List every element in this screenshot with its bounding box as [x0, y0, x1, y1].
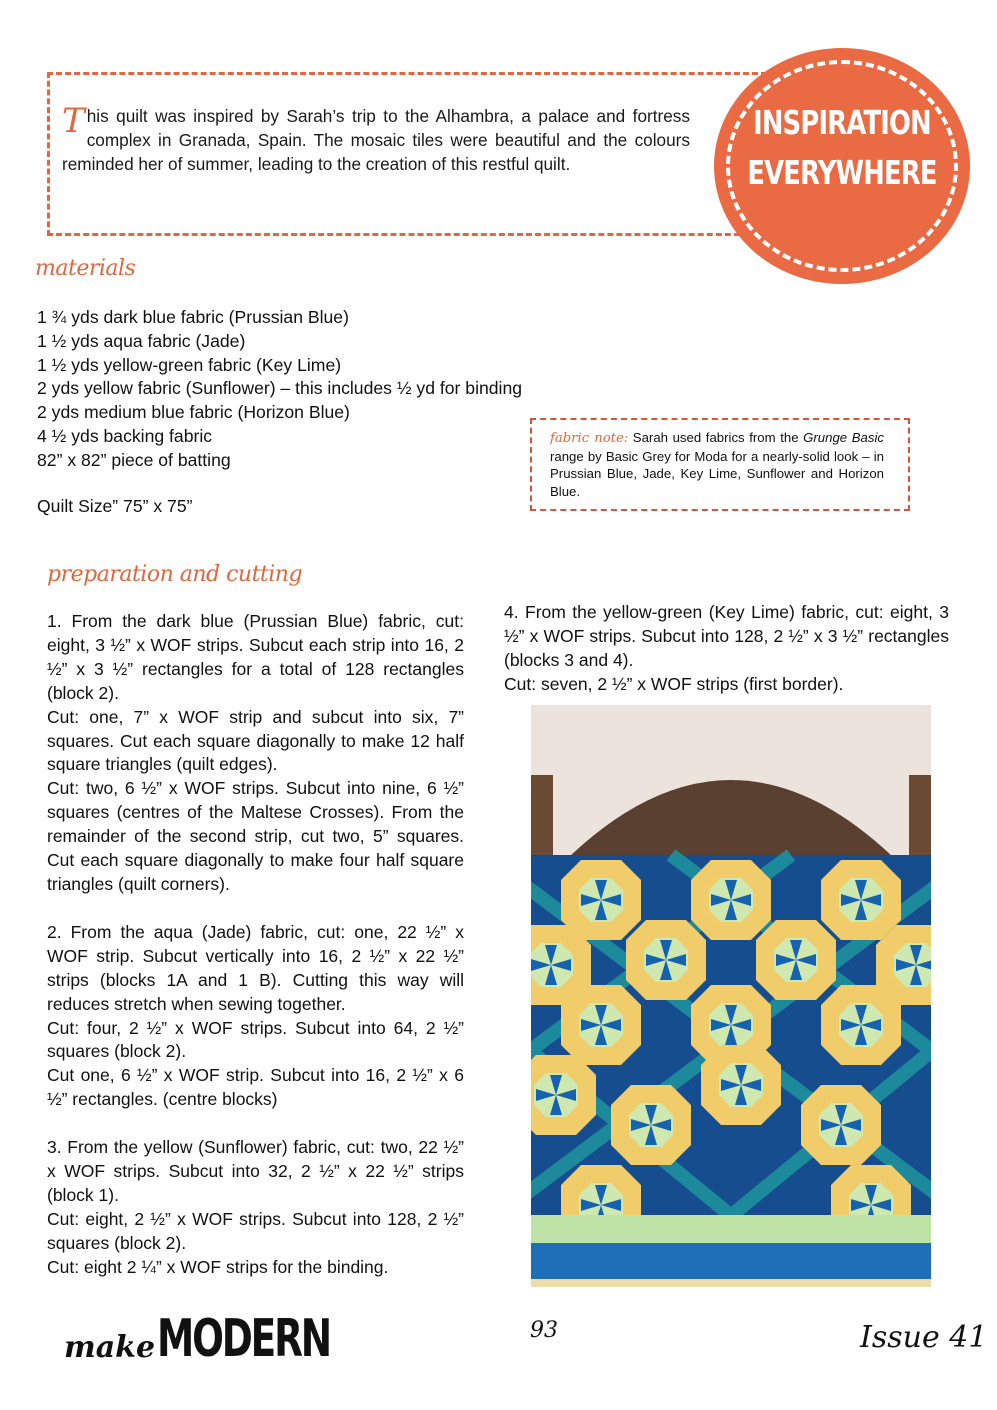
fabric-note-label: fabric note:	[550, 431, 629, 446]
quilt-photo	[531, 705, 931, 1287]
cutting-column-left	[47, 610, 464, 1304]
badge-line-2: EVERYWHERE	[747, 153, 937, 192]
material-item: 1 ¾ yds dark blue fabric (Prussian Blue)	[37, 307, 349, 327]
fabric-range-name: Grunge Basic	[803, 430, 884, 445]
outer-border	[531, 1243, 931, 1279]
cutting-step-4: 4. From the yellow-green (Key Lime) fabric, cut: eight, 3 ½” x WOF strips. Subcut into 128, 2 ½” x 3 ½” rectangles (blocks 3 and 4). Cut: seven, 2 ½” x WOF strips (first border).	[504, 602, 949, 694]
cutting-column-right	[504, 601, 949, 721]
badge-title	[742, 98, 942, 198]
materials-heading: materials	[35, 256, 136, 281]
logo-script: make	[64, 1330, 156, 1365]
fabric-note	[550, 429, 884, 500]
inspiration-badge	[714, 48, 970, 284]
logo-block: MODERN	[157, 1309, 331, 1369]
page-number: 93	[530, 1318, 558, 1343]
material-item: 1 ½ yds aqua fabric (Jade)	[37, 330, 246, 351]
cutting-step-1: 1. From the dark blue (Prussian Blue) fabric, cut: eight, 3 ½” x WOF strips. Subcut each strip into 16, 2 ½” x 3 ½” rectangles for a total of 128 rectangles (block 2). Cut: one, 7” x WOF strip and subcut into six, 7” squares. Cut each square diagonally to make 12 half square triangles (quilt edges). Cut: two, 6 ½” x WOF strips. Subcut into nine, 6 ½” squares (centres of the Maltese Crosses). From the remainder of the second strip, cut two, 5” squares. Cut each square diagonally to make four half square triangles (quilt corners).	[47, 611, 464, 894]
cutting-step-2: 2. From the aqua (Jade) fabric, cut: one, 22 ½” x WOF strip. Subcut vertically into 16, 2 ½” x 22 ½” strips (blocks 1A and 1 B). Cutting this way will reduces stretch when sewing together. Cut: four, 2 ½” x WOF strips. Subcut into 64, 2 ½” squares (block 2). Cut one, 6 ½” x WOF strip. Subcut into 16, 2 ½” x 6 ½” rectangles. (centre blocks)	[47, 921, 464, 1110]
material-item: 1 ½ yds yellow-green fabric (Key Lime)	[37, 354, 342, 375]
badge-line-1: INSPIRATION	[753, 103, 931, 142]
first-border	[531, 1215, 931, 1243]
cutting-step-3: 3. From the yellow (Sunflower) fabric, cut: two, 22 ½” x WOF strips. Subcut into 32, 2 ½” x 22 ½” strips (block 1). Cut: eight, 2 ½” x WOF strips. Subcut into 128, 2 ½” squares (block 2). Cut: eight 2 ¼” x WOF strips for the binding.	[47, 1137, 464, 1277]
quilt-photo-illustration	[531, 705, 931, 1287]
material-item: 2 yds medium blue fabric (Horizon Blue)	[37, 402, 350, 423]
materials-list	[37, 306, 522, 473]
quilt-size: Quilt Size” 75” x 75”	[37, 496, 193, 516]
material-item: 2 yds yellow fabric (Sunflower) – this includes ½ yd for binding	[37, 378, 523, 399]
fabric-note-text-rest: range by Basic Grey for Moda for a nearly-solid look – in Prussian Blue, Jade, Key Lime, Sunflower and Horizon Blue.	[550, 448, 884, 499]
drop-cap: T	[62, 101, 85, 141]
make-modern-logo	[64, 1309, 397, 1369]
issue-number: Issue 41	[860, 1320, 988, 1355]
fabric-note-text: Sarah used fabrics from the	[628, 430, 804, 445]
intro-body: his quilt was inspired by Sarah’s trip to the Alhambra, a palace and fortress complex in Granada, Spain. The mosaic tiles were beautiful and the colours reminded her of summer, leading to the creation of this restful quilt.	[62, 106, 690, 174]
material-item: 4 ½ yds backing fabric	[37, 425, 213, 446]
material-item: 82” x 82” piece of batting	[37, 449, 231, 470]
intro-paragraph	[62, 101, 690, 176]
preparation-heading: preparation and cutting	[47, 562, 303, 587]
